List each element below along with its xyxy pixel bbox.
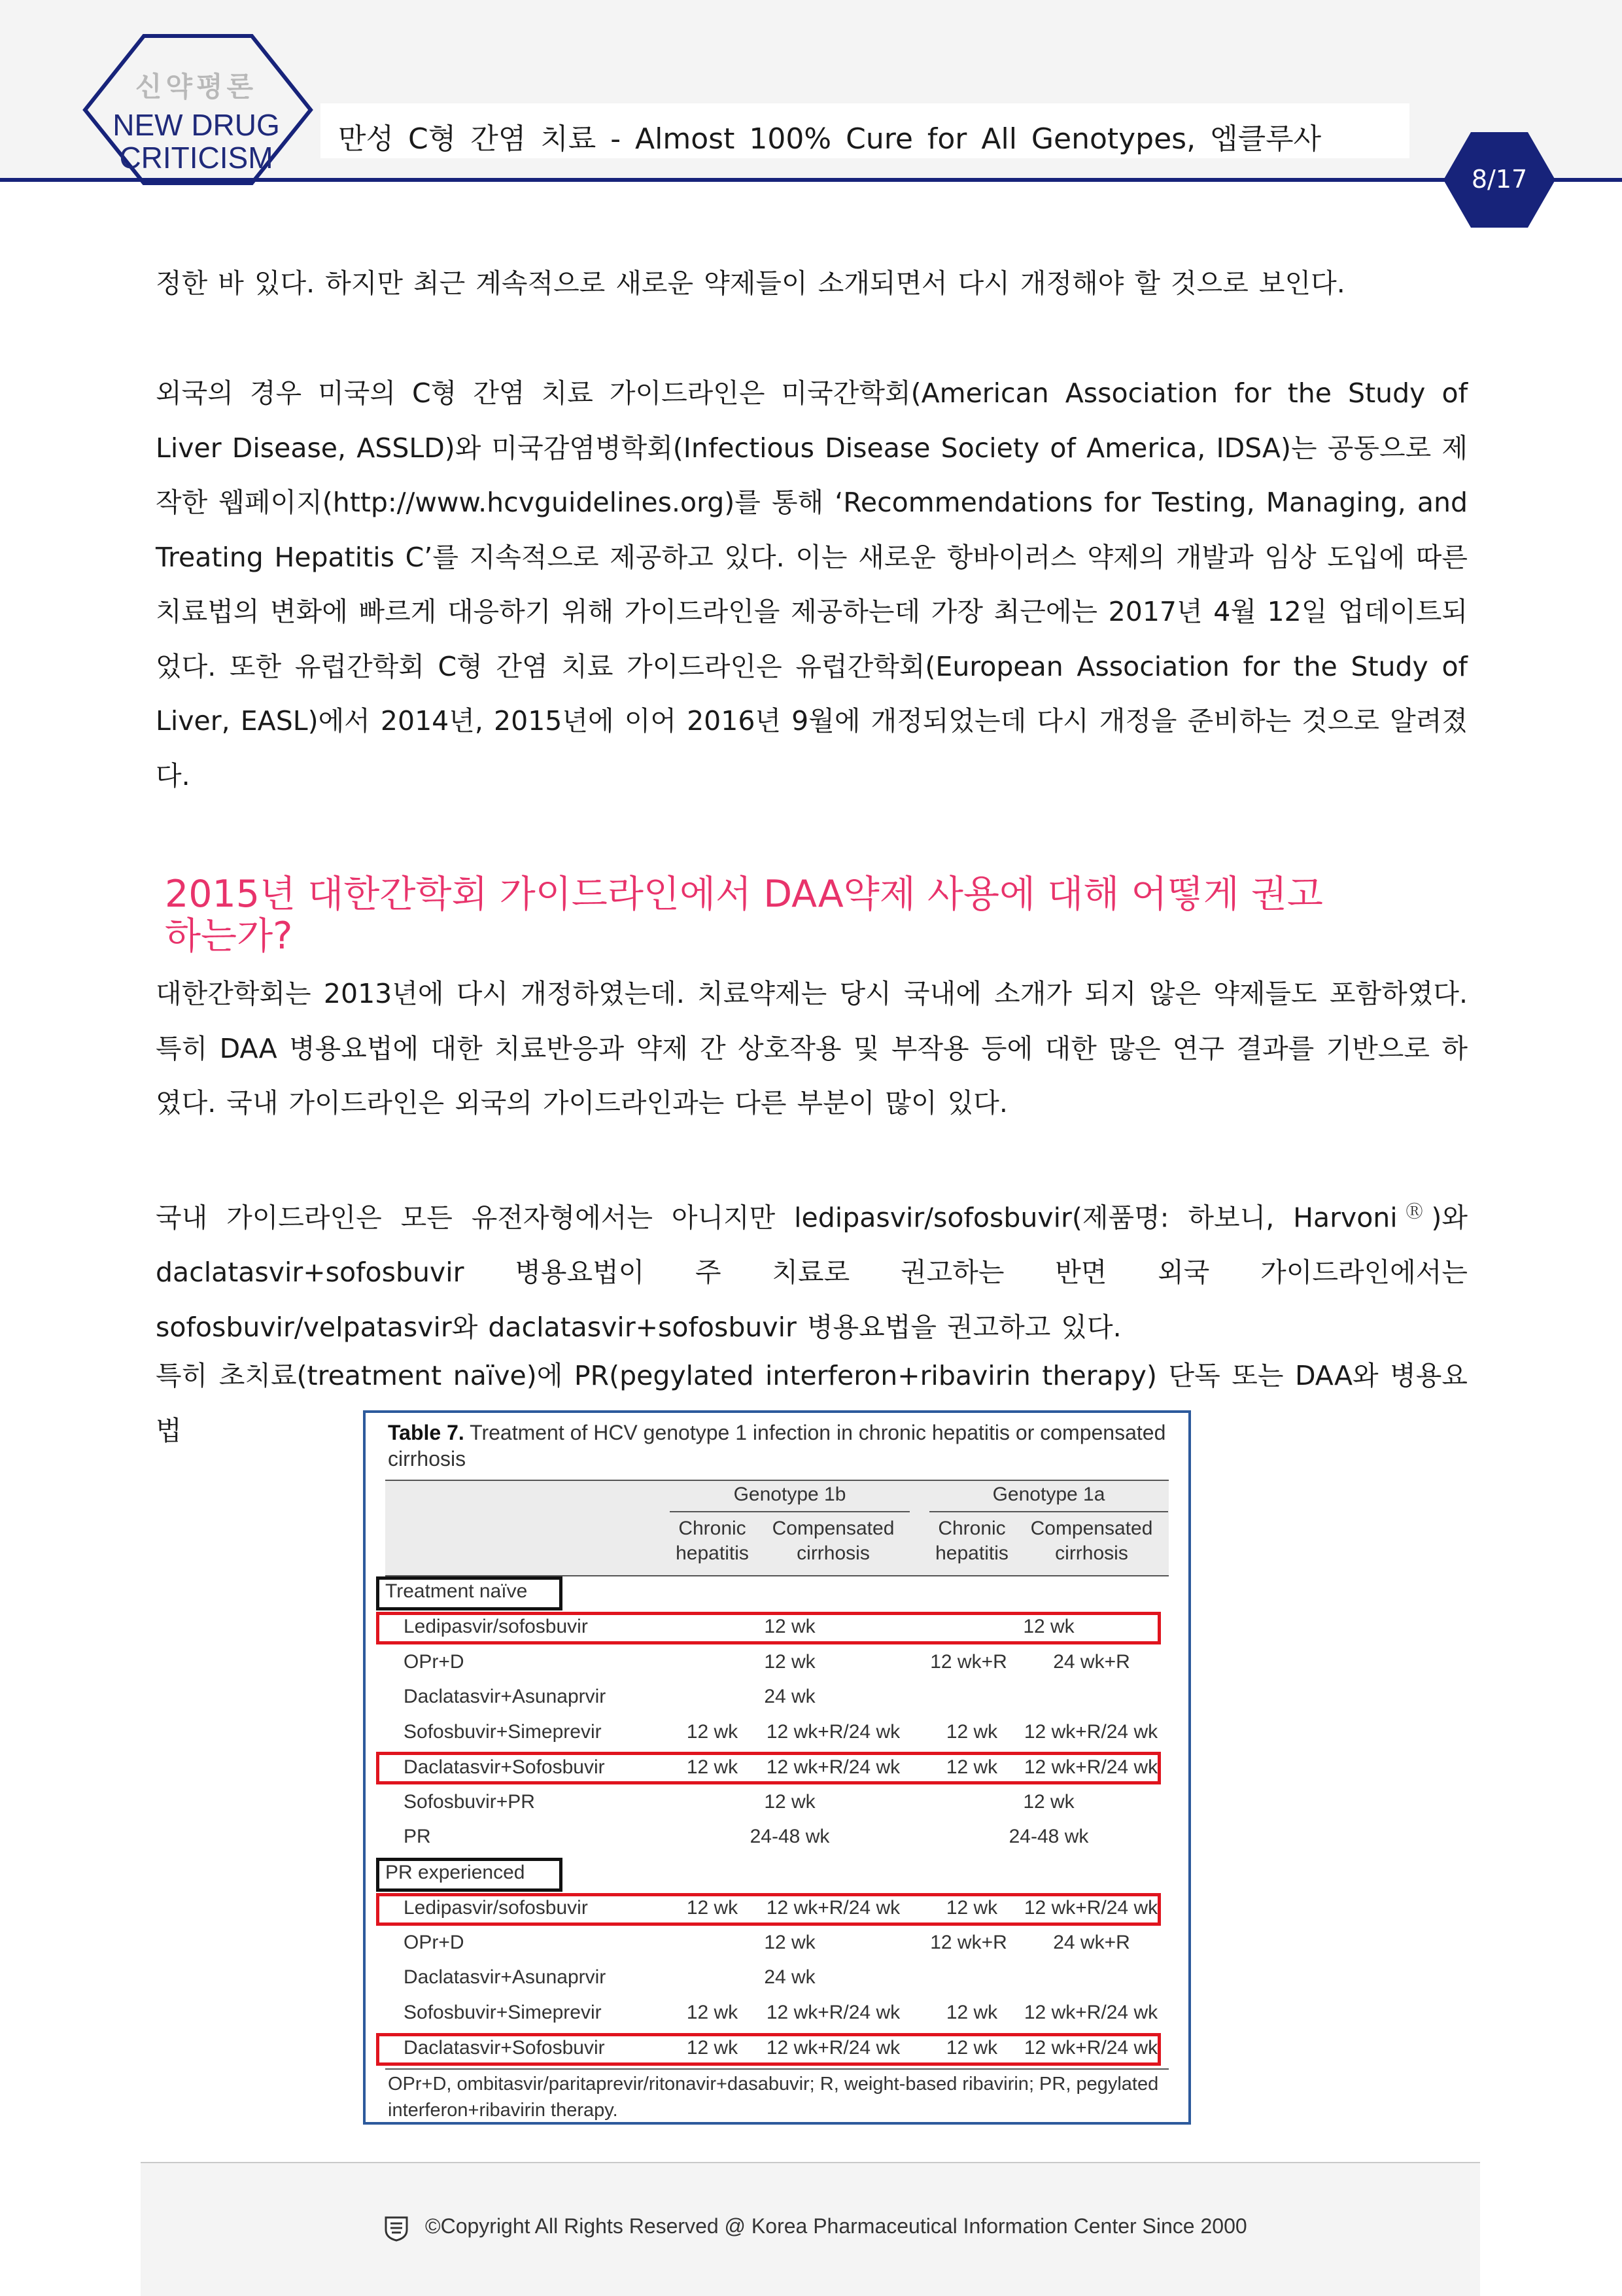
- col-1b-chronic-l2: hepatitis: [676, 1542, 749, 1564]
- row-naive-5-drug: Daclatasvir+Sofosbuvir: [404, 1756, 605, 1778]
- row-naive-5-1b-ch: 12 wk: [686, 1756, 738, 1778]
- row-exp-2-1a-ch: 12 wk+R: [930, 1932, 1007, 1953]
- row-exp-5-1b-cc: 12 wk+R/24 wk: [766, 2037, 901, 2059]
- table-caption-label: Table 7.: [388, 1421, 464, 1444]
- row-naive-6-1b: 12 wk: [764, 1791, 816, 1813]
- table-bottom-rule: [385, 2068, 1169, 2070]
- row-naive-7-1b: 24-48 wk: [750, 1826, 830, 1847]
- row-exp-5-1a-ch: 12 wk: [946, 2037, 998, 2059]
- row-naive-4-1b-cc: 12 wk+R/24 wk: [766, 1721, 901, 1743]
- table-footnote: OPr+D, ombitasvir/paritaprevir/ritonavir+dasabuvir; R, weight-based ribavirin; PR, pegylated interferon+ribavirin therapy.: [388, 2074, 1159, 2121]
- row-naive-3-1b: 24 wk: [764, 1686, 816, 1707]
- col-1a-compensated-l1: Compensated: [1030, 1518, 1153, 1539]
- group-label-naive: Treatment naïve: [385, 1580, 528, 1602]
- paragraph-2: 외국의 경우 미국의 C형 간염 치료 가이드라인은 미국간학회(American Association for the Study of Liver Disease, ASSLD)와 미국감염병학회(Infectious Disease Society of America, IDSA)는 공동으로 제작한 웹페이지(http://www.hcvguidelines.org)를 통해 ‘Recommendations for Testing, Managing, and Treating Hepatitis C’를 지속적으로 제공하고 있다. 이는 새로운 항바이러스 약제의 개발과 임상 도입에 따른 치료법의 변화에 빠르게 대응하기 위해 가이드라인을 제공하는데 가장 최근에는 2017년 4월 12일 업데이트되었다. 또한 유럽간학회 C형 간염 치료 가이드라인은 유럽간학회(European Association for the Study of Liver, EASL)에서 2014년, 2015년에 이어 2016년 9월에 개정되었는데 다시 개정을 준비하는 것으로 알려졌다.: [156, 377, 1468, 791]
- logo-english-line2: CRITICISM: [119, 141, 273, 175]
- footer-copyright: ©Copyright All Rights Reserved @ Korea Pharmaceutical Information Center Since 2000: [425, 2214, 1247, 2238]
- genotype-1b-rule: [670, 1511, 910, 1512]
- row-exp-3-drug: Daclatasvir+Asunaprvir: [404, 1966, 606, 1988]
- registered-mark: Ⓡ: [1397, 1202, 1432, 1222]
- col-1a-chronic-l1: Chronic: [938, 1518, 1006, 1539]
- row-naive-5-1a-ch: 12 wk: [946, 1756, 998, 1778]
- genotype-1a-header: Genotype 1a: [992, 1484, 1105, 1505]
- row-exp-2-drug: OPr+D: [404, 1932, 464, 1953]
- genotype-1a-rule: [929, 1511, 1168, 1512]
- logo-english-line1: NEW DRUG: [112, 108, 280, 142]
- paragraph-4-part-a: 국내 가이드라인은 모든 유전자형에서는 아니지만 ledipasvir/sofosbuvir(제품명: 하보니, Harvoni: [156, 1202, 1398, 1234]
- group-label-experienced: PR experienced: [385, 1862, 525, 1883]
- row-naive-2-1a-cc: 24 wk+R: [1053, 1651, 1130, 1673]
- document-title: 만성 C형 간염 치료 - Almost 100% Cure for All Genotypes, 엡클루사: [338, 122, 1322, 156]
- paragraph-3: 대한간학회는 2013년에 다시 개정하였는데. 치료약제는 당시 국내에 소개가 되지 않은 약제들도 포함하였다. 특히 DAA 병용요법에 대한 치료반응과 약제 간 상호작용 및 부작용 등에 대한 많은 연구 결과를 기반으로 하였다. 국내 가이드라인은 외국의 가이드라인과는 다른 부분이 많이 있다.: [156, 978, 1468, 1119]
- row-exp-1-1b-ch: 12 wk: [686, 1897, 738, 1919]
- table-7-figure: [363, 1410, 1191, 2125]
- col-1a-compensated-l2: cirrhosis: [1055, 1542, 1128, 1564]
- row-naive-5-1a-cc: 12 wk+R/24 wk: [1024, 1756, 1158, 1778]
- table-top-rule: [385, 1480, 1169, 1481]
- row-exp-1-1a-ch: 12 wk: [946, 1897, 998, 1919]
- row-naive-2-drug: OPr+D: [404, 1651, 464, 1673]
- section-heading: 2015년 대한간학회 가이드라인에서 DAA약제 사용에 대해 어떻게 권고하는가?: [165, 873, 1323, 958]
- row-exp-2-1b: 12 wk: [764, 1932, 816, 1953]
- paragraph-5: 특히 초치료(treatment naïve)에 PR(pegylated interferon+ribavirin therapy) 단독 또는 DAA와 병용요법: [156, 1360, 1468, 1446]
- row-exp-3-1b: 24 wk: [764, 1966, 816, 1988]
- paragraph-4: [156, 1185, 1468, 1355]
- col-1b-compensated-l2: cirrhosis: [797, 1542, 870, 1564]
- row-naive-1-drug: Ledipasvir/sofosbuvir: [404, 1616, 588, 1637]
- row-exp-5-drug: Daclatasvir+Sofosbuvir: [404, 2037, 605, 2059]
- row-naive-7-drug: PR: [404, 1826, 431, 1847]
- row-naive-2-1a-ch: 12 wk+R: [930, 1651, 1007, 1673]
- row-naive-2-1b: 12 wk: [764, 1651, 816, 1673]
- row-exp-5-1a-cc: 12 wk+R/24 wk: [1024, 2037, 1158, 2059]
- row-naive-6-1a: 12 wk: [1023, 1791, 1075, 1813]
- row-exp-4-1b-ch: 12 wk: [686, 2002, 738, 2023]
- genotype-1b-header: Genotype 1b: [733, 1484, 846, 1505]
- logo-korean-text: 신약평론: [135, 71, 258, 103]
- row-exp-4-1b-cc: 12 wk+R/24 wk: [766, 2002, 901, 2023]
- col-1a-chronic-l2: hepatitis: [935, 1542, 1009, 1564]
- row-exp-4-1a-ch: 12 wk: [946, 2002, 998, 2023]
- col-1b-compensated-l1: Compensated: [772, 1518, 895, 1539]
- row-exp-1-drug: Ledipasvir/sofosbuvir: [404, 1897, 588, 1919]
- row-exp-1-1a-cc: 12 wk+R/24 wk: [1024, 1897, 1158, 1919]
- paragraph-4-part-b: )와 daclatasvir+sofosbuvir 병용요법이 주 치료로 권고하는 반면 외국 가이드라인에서는 sofosbuvir/velpatasvir와 daclatasvir+sofosbuvir 병용요법을 권고하고 있다.: [156, 1202, 1468, 1343]
- row-exp-4-drug: Sofosbuvir+Simeprevir: [404, 2002, 602, 2023]
- row-naive-7-1a: 24-48 wk: [1009, 1826, 1089, 1847]
- row-naive-4-1a-ch: 12 wk: [946, 1721, 998, 1743]
- row-naive-1-1a: 12 wk: [1023, 1616, 1075, 1637]
- row-naive-6-drug: Sofosbuvir+PR: [404, 1791, 535, 1813]
- table-caption: [388, 1419, 1173, 1472]
- page-number: 8/17: [1471, 165, 1528, 194]
- row-exp-2-1a-cc: 24 wk+R: [1053, 1932, 1130, 1953]
- row-exp-4-1a-cc: 12 wk+R/24 wk: [1024, 2002, 1158, 2023]
- row-naive-5-1b-cc: 12 wk+R/24 wk: [766, 1756, 901, 1778]
- table-caption-text: Treatment of HCV genotype 1 infection in chronic hepatitis or compensated cirrhosis: [388, 1421, 1166, 1470]
- row-exp-5-1b-ch: 12 wk: [686, 2037, 738, 2059]
- row-exp-1-1b-cc: 12 wk+R/24 wk: [766, 1897, 901, 1919]
- row-naive-4-1a-cc: 12 wk+R/24 wk: [1024, 1721, 1158, 1743]
- shield-icon: [384, 2216, 409, 2242]
- col-1b-chronic-l1: Chronic: [678, 1518, 746, 1539]
- row-naive-1-1b: 12 wk: [764, 1616, 816, 1637]
- row-naive-4-drug: Sofosbuvir+Simeprevir: [404, 1721, 602, 1743]
- row-naive-4-1b-ch: 12 wk: [686, 1721, 738, 1743]
- row-naive-3-drug: Daclatasvir+Asunaprvir: [404, 1686, 606, 1707]
- paragraph-1: 정한 바 있다. 하지만 최근 계속적으로 새로운 약제들이 소개되면서 다시 개정해야 할 것으로 보인다.: [156, 268, 1345, 299]
